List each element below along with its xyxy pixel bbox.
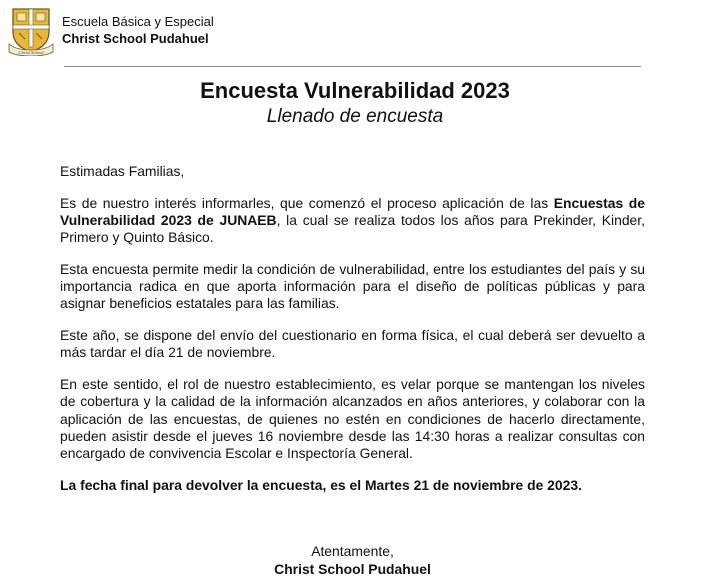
signature-name: Christ School Pudahuel <box>274 561 431 577</box>
paragraph-1 <box>60 195 645 247</box>
svg-text:Christ School: Christ School <box>18 50 44 55</box>
school-line-1: Escuela Básica y Especial <box>62 14 214 29</box>
deadline-paragraph: La fecha final para devolver la encuesta, es el Martes 21 de noviembre de 2023. <box>60 476 582 493</box>
document-title: Encuesta Vulnerabilidad 2023 <box>200 78 510 103</box>
document-subtitle: Llenado de encuesta <box>266 106 444 127</box>
header-divider <box>64 66 641 67</box>
letter-body <box>60 163 645 509</box>
paragraph-3: Este año, se dispone del envío del cuestionario en forma física, el cual deberá ser devuelto a más tardar el día 21 de noviembre. <box>60 327 645 361</box>
paragraph-4: En este sentido, el rol de nuestro establecimiento, es velar porque se mantengan los niveles de cobertura y la calidad de la información alcanzados en años anteriores, y colaborar con la aplicación de las encuestas, de quienes no estén en condiciones de hacerlo directamente, pueden asistir desde el jueves 16 noviembre desde las 14:30 horas a realizar consultas con encargado de convivencia Escolar e Inspectoría General. <box>60 376 645 462</box>
greeting: Estimadas Familias, <box>60 163 185 179</box>
paragraph-1-start: Es de nuestro interés informarles, que comenzó el proceso aplicación de las <box>60 194 554 211</box>
paragraph-2: Esta encuesta permite medir la condición de vulnerabilidad, entre los estudiantes del país y su importancia radica en que aporta información para el diseño de políticas públicas y para asignar beneficios estatales para las familias. <box>60 261 645 312</box>
school-crest-icon <box>8 6 54 56</box>
school-line-2: Christ School Pudahuel <box>62 31 209 46</box>
letterhead <box>8 6 214 56</box>
signature-block <box>0 542 705 578</box>
paragraph-1-bold: Encuestas de Vulnerabilidad 2023 de JUNAEB <box>60 194 645 228</box>
paragraph-1-end: , la cual se realiza todos los años para Prekinder, Kinder, Primero y Quinto Básico. <box>60 212 646 246</box>
closing: Atentamente, <box>311 543 394 559</box>
school-name <box>62 13 214 47</box>
